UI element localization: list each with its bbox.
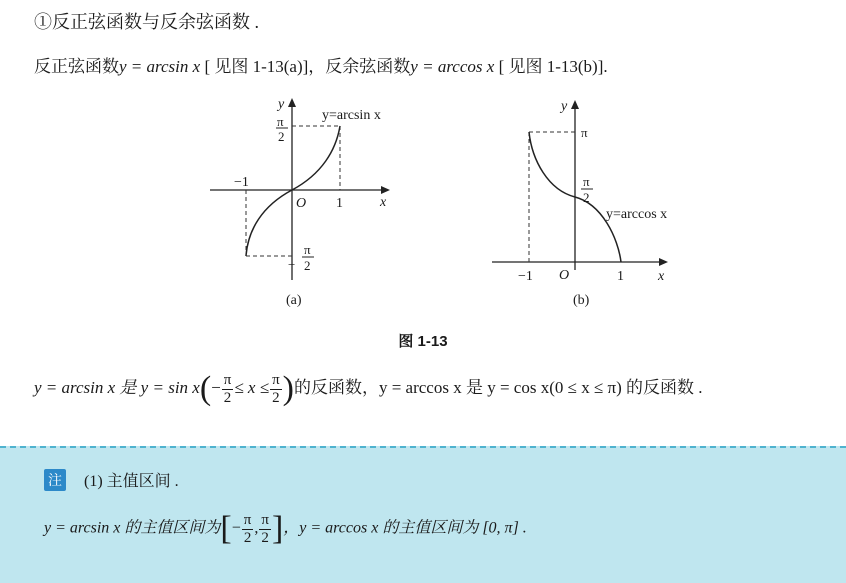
statement-minus: − <box>211 377 221 397</box>
figure-a-y-arrow <box>288 98 296 107</box>
figure-a-y-label: y <box>278 97 285 112</box>
statement-fraction-1-den: 2 <box>223 389 232 406</box>
intro-text-3: [ 见图 1-13(b)]. <box>494 57 608 76</box>
note-principal-range-line <box>44 512 527 546</box>
note-fraction-1-den: 2 <box>243 529 252 546</box>
figure-a-arcsin-curve <box>246 126 340 256</box>
figure-a-x-label: x <box>380 195 387 210</box>
figure-a-x-neg-label: −1 <box>234 175 249 190</box>
intro-line <box>34 52 608 77</box>
figure-b-tick-half-num: π <box>583 174 590 189</box>
note-fraction-2 <box>259 513 271 546</box>
figure-a-tick-bottom-num: π <box>304 242 311 257</box>
figure-b-x-arrow <box>659 258 668 266</box>
figure-title: 图 1-13 <box>398 333 448 350</box>
note-fraction-2-den: 2 <box>261 529 269 546</box>
statement-fraction-1-num: π <box>223 371 232 388</box>
statement-text-b: 的反函数，y = arccos x 是 y = cos x(0 ≤ x ≤ π) 的反函数 . <box>293 377 703 397</box>
statement-fraction-2-den: 2 <box>272 389 280 406</box>
figure-a-arcsin-graph <box>200 90 410 290</box>
intro-text-2: [ 见图 1-13(a)]，反余弦函数 <box>200 57 411 76</box>
figure-b-y-arrow <box>571 100 579 109</box>
figure-a-origin-label: O <box>296 196 307 211</box>
note-fraction-1 <box>242 513 254 546</box>
figure-b-arccos-graph <box>480 90 690 290</box>
figure-b-tick-half-den: 2 <box>583 190 590 205</box>
statement-right-paren: ) <box>282 370 294 407</box>
statement-left-paren: ( <box>199 370 212 407</box>
note-right-bracket: ] <box>271 510 284 547</box>
statement-fraction-1 <box>222 373 234 406</box>
figure-b-x-label: x <box>658 269 665 284</box>
figure-b-y-label: y <box>561 99 568 114</box>
figure-a-tick-bottom-den: 2 <box>304 258 311 273</box>
figure-a-curve-label: y=arcsin x <box>322 108 381 123</box>
note-left-bracket: [ <box>220 510 232 547</box>
figure-a-tick-bottom-minus: − <box>288 257 296 272</box>
section-heading: ①反正弦函数与反余弦函数 . <box>34 12 259 32</box>
statement-leq: ≤ x ≤ <box>234 377 270 397</box>
note-text-1: y = arcsin x 的主值区间为 <box>44 519 221 537</box>
figure-a-x-pos-label: 1 <box>336 196 343 211</box>
figure-b-tick-pi: π <box>581 125 588 140</box>
note-minus: − <box>231 519 241 537</box>
note-box <box>0 446 846 583</box>
figure-a-caption: (a) <box>286 293 302 308</box>
figure-b-origin-label: O <box>559 268 570 283</box>
figure-b-x-neg-label: −1 <box>518 269 533 284</box>
figure-a-tick-top-den: 2 <box>278 129 285 144</box>
figure-b-curve-label: y=arccos x <box>606 207 668 222</box>
note-comma: , <box>254 519 259 537</box>
note-text-2: ，y = arccos x 的主值区间为 [0, π] . <box>283 519 527 537</box>
statement-text-a: y = arcsin x 是 y = sin x <box>34 377 200 397</box>
figure-b-x-pos-label: 1 <box>617 269 624 284</box>
intro-formula-arccos: y = arccos x <box>410 57 495 76</box>
statement-line <box>34 372 703 406</box>
statement-fraction-2 <box>270 373 282 406</box>
figure-b-caption: (b) <box>573 293 590 308</box>
statement-fraction-2-num: π <box>272 371 280 388</box>
note-badge: 注 <box>44 469 66 491</box>
note-title: (1) 主值区间 . <box>84 473 179 490</box>
figure-a-x-arrow <box>381 186 390 194</box>
intro-text-1: 反正弦函数 <box>34 57 119 76</box>
note-fraction-2-num: π <box>261 511 269 528</box>
intro-formula-arcsin: y = arcsin x <box>119 57 201 76</box>
figure-a-tick-top-num: π <box>277 114 284 129</box>
note-fraction-1-num: π <box>243 511 252 528</box>
